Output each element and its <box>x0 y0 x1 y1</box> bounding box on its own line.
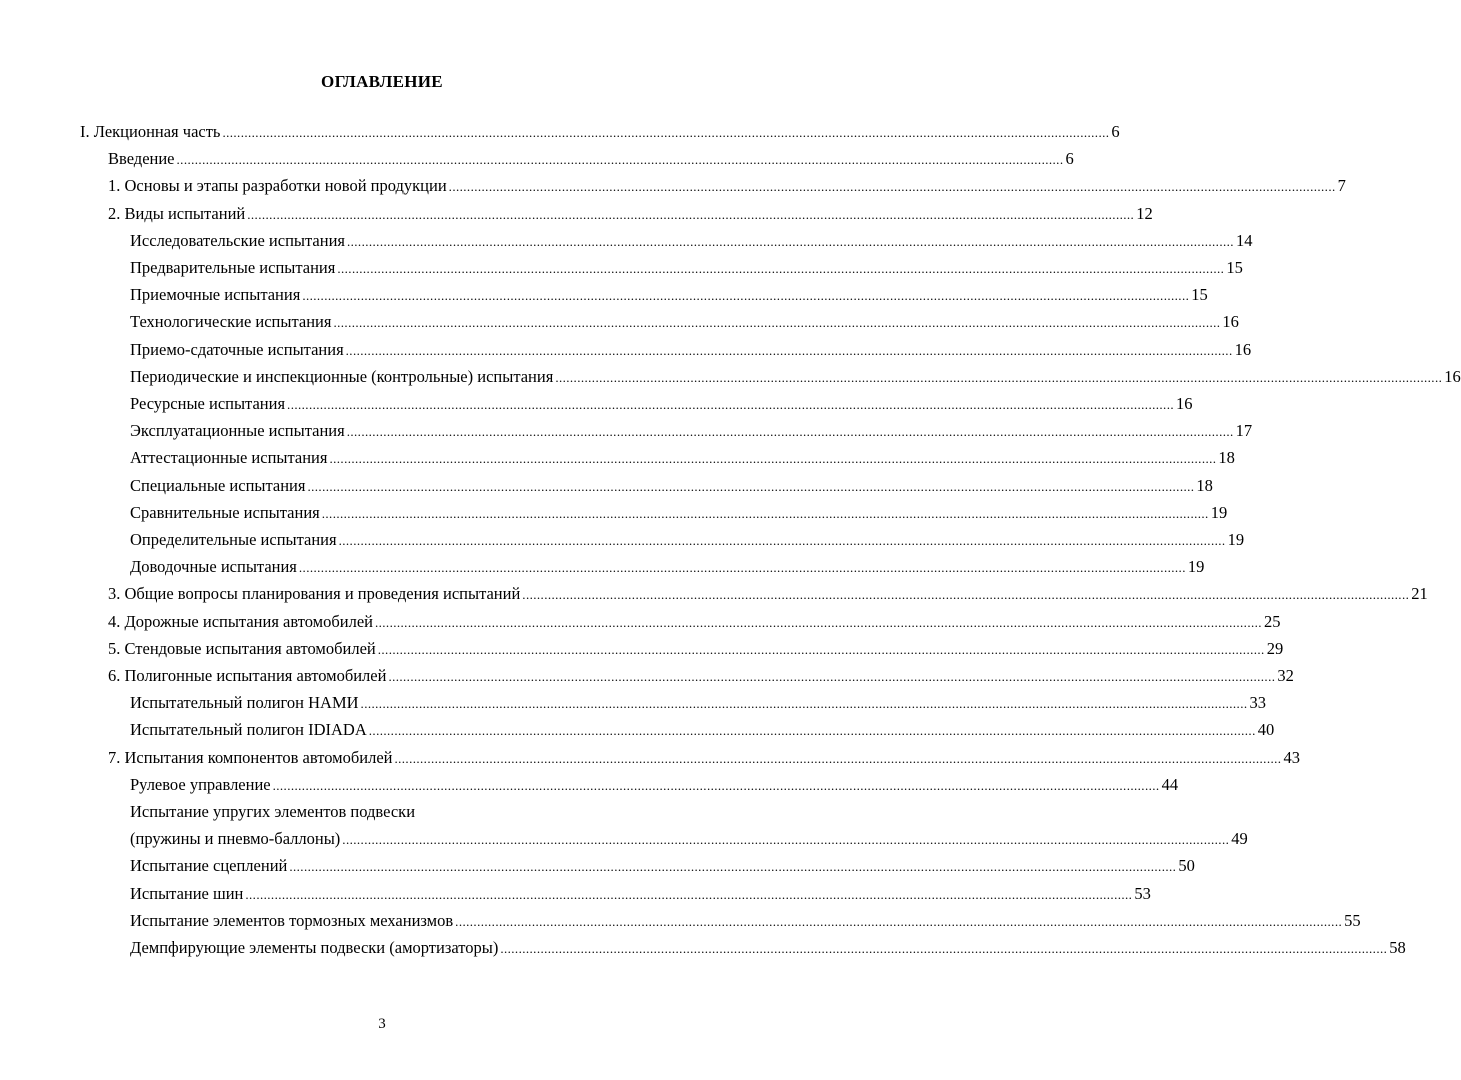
toc-entry-page-number: 16 <box>1176 394 1193 413</box>
toc-entry <box>130 230 1253 252</box>
toc-entry <box>130 693 1266 714</box>
toc-dot-leader <box>522 584 1409 605</box>
toc-entry <box>130 802 672 822</box>
toc-entry-page-number: 7 <box>1337 176 1346 196</box>
toc-dot-leader <box>375 612 1262 633</box>
toc-entry-page-number: 16 <box>1444 366 1461 386</box>
toc-dot-leader <box>455 911 1342 932</box>
toc-entry <box>130 883 1151 905</box>
toc-entry <box>108 176 1346 197</box>
toc-dot-leader <box>449 176 1336 197</box>
toc-dot-leader <box>555 367 1442 388</box>
toc-dot-leader <box>394 748 1281 769</box>
toc-entry-page-number: 6 <box>1065 149 1074 169</box>
toc-entry-page-number: 58 <box>1389 938 1406 957</box>
toc-entry-label: 5. Стендовые испытания автомобилей <box>108 638 376 658</box>
toc-dot-leader <box>322 503 1209 524</box>
toc-entry-page-number: 17 <box>1235 421 1253 441</box>
toc-entry <box>108 149 1074 170</box>
toc-entry-page-number: 49 <box>1231 829 1248 849</box>
toc-entry-label: Испытание упругих элементов подвески <box>130 802 416 821</box>
toc-entry-label: Технологические испытания <box>130 312 332 332</box>
toc-dot-leader <box>307 476 1194 497</box>
toc-entry <box>108 611 1281 633</box>
toc-entry <box>130 312 1239 333</box>
toc-entry-page-number: 19 <box>1187 557 1205 577</box>
toc-entry-page-number: 50 <box>1178 856 1195 876</box>
toc-dot-leader <box>346 340 1233 361</box>
toc-entry-page-number: 12 <box>1136 203 1153 223</box>
page-number: 3 <box>378 1016 386 1032</box>
toc-entry-page-number: 15 <box>1226 258 1243 277</box>
toc-entry-label: 7. Испытания компонентов автомобилей <box>108 747 393 767</box>
toc-entry <box>80 122 1120 143</box>
toc-entry <box>130 502 1228 524</box>
page-title: ОГЛАВЛЕНИЕ <box>321 72 443 91</box>
toc-dot-leader <box>339 530 1226 551</box>
toc-entry-label: Сравнительные испытания <box>130 502 320 522</box>
toc-entry <box>108 666 1294 687</box>
toc-dot-leader <box>289 856 1176 877</box>
toc-entry-label: Аттестационные испытания <box>130 448 328 468</box>
toc-entry-page-number: 18 <box>1196 475 1213 495</box>
toc-entry-page-number: 44 <box>1161 774 1179 794</box>
toc-entry <box>130 475 1213 497</box>
toc-entry-page-number: 6 <box>1111 122 1120 141</box>
toc-entry-label: (пружины и пневмо-баллоны) <box>130 829 341 849</box>
toc-entry-label: Доводочные испытания <box>130 557 297 577</box>
toc-dot-leader <box>222 122 1109 143</box>
toc-entry-label: 6. Полигонные испытания автомобилей <box>108 666 387 685</box>
toc-entry <box>130 720 1275 741</box>
toc-entry-label: Определительные испытания <box>130 530 337 549</box>
toc-entry-page-number: 15 <box>1191 285 1208 305</box>
toc-entry-label: 2. Виды испытаний <box>108 203 246 223</box>
toc-entry <box>130 448 1235 469</box>
toc-entry-page-number: 55 <box>1344 910 1361 930</box>
toc-dot-leader <box>299 557 1186 578</box>
toc-dot-leader <box>177 149 1064 170</box>
toc-dot-leader <box>273 775 1160 796</box>
toc-dot-leader <box>500 938 1387 959</box>
toc-entry-label: Испытательный полигон IDIADA <box>130 720 367 740</box>
toc-entry-label: Введение <box>108 149 175 169</box>
toc-entry-label: Испытание сцеплений <box>130 856 288 876</box>
toc-entry-page-number: 16 <box>1222 312 1239 332</box>
toc-dot-leader <box>369 720 1256 741</box>
toc-entry-page-number: 32 <box>1277 666 1294 685</box>
toc-entry <box>130 530 1245 551</box>
toc-entry <box>130 910 1361 932</box>
toc-entry <box>130 856 1195 877</box>
toc-entry <box>130 829 1248 850</box>
toc-dot-leader <box>247 204 1134 225</box>
toc-entry-label: Ресурсные испытания <box>130 394 286 413</box>
toc-entry-page-number: 14 <box>1235 230 1253 250</box>
toc-entry-page-number: 43 <box>1283 747 1300 767</box>
toc-entry-page-number: 19 <box>1210 502 1228 522</box>
toc-entry-label: Предварительные испытания <box>130 258 336 277</box>
toc-entry-label: Испытательный полигон НАМИ <box>130 693 359 713</box>
toc-entry <box>108 638 1284 660</box>
toc-dot-leader <box>347 421 1234 442</box>
toc-entry-page-number: 40 <box>1257 720 1275 740</box>
toc-entry-label: Исследовательские испытания <box>130 230 345 250</box>
toc-entry <box>130 366 1461 388</box>
toc-entry-label: Приемо-сдаточные испытания <box>130 339 344 359</box>
toc-entry <box>130 557 1205 578</box>
toc-entry <box>108 747 1300 769</box>
toc-dot-leader <box>337 258 1224 279</box>
toc-entry-label: 4. Дорожные испытания автомобилей <box>108 611 373 631</box>
toc-entry-page-number: 21 <box>1411 584 1428 604</box>
toc-entry-page-number: 19 <box>1227 530 1245 549</box>
toc-dot-leader <box>378 639 1265 660</box>
toc-entry-label: Испытание элементов тормозных механизмов <box>130 910 454 930</box>
toc-dot-leader <box>302 285 1189 306</box>
toc-entry-page-number: 25 <box>1263 611 1281 631</box>
toc-entry <box>130 938 1406 959</box>
toc-entry <box>130 339 1252 361</box>
toc-entry-label: 1. Основы и этапы разработки новой продукции <box>108 176 447 196</box>
toc-entry <box>108 203 1153 225</box>
toc-dot-leader <box>333 312 1220 333</box>
toc-entry-label: Демпфирующие элементы подвески (амортизаторы) <box>130 938 499 957</box>
toc-dot-leader <box>342 829 1229 850</box>
toc-entry-label: I. Лекционная часть <box>80 122 221 141</box>
toc-entry-label: Приемочные испытания <box>130 285 301 305</box>
toc-entry-page-number: 29 <box>1266 638 1284 658</box>
toc-entry <box>108 584 1428 605</box>
toc-entry-page-number: 18 <box>1218 448 1235 468</box>
toc-entry-label: Эксплуатационные испытания <box>130 421 345 441</box>
toc-entry-label: Периодические и инспекционные (контрольные) испытания <box>130 366 554 386</box>
toc-entry <box>130 258 1243 279</box>
toc-entry-page-number: 53 <box>1134 883 1151 903</box>
toc-entry <box>130 285 1208 306</box>
toc-entry-page-number: 16 <box>1234 339 1252 359</box>
toc-entry <box>130 774 1179 796</box>
toc-dot-leader <box>388 666 1275 687</box>
toc-entry-label: Испытание шин <box>130 883 244 903</box>
toc-dot-leader <box>361 693 1248 714</box>
toc-entry <box>130 421 1253 442</box>
toc-entry-label: Рулевое управление <box>130 774 271 794</box>
toc-dot-leader <box>347 231 1234 252</box>
toc-dot-leader <box>329 448 1216 469</box>
toc-entry-page-number: 33 <box>1249 693 1266 713</box>
toc-entry <box>130 394 1193 415</box>
toc-dot-leader <box>287 394 1174 415</box>
toc-entry-label: 3. Общие вопросы планирования и проведения испытаний <box>108 584 521 604</box>
toc-dot-leader <box>245 884 1132 905</box>
toc-entry-label: Специальные испытания <box>130 475 306 495</box>
